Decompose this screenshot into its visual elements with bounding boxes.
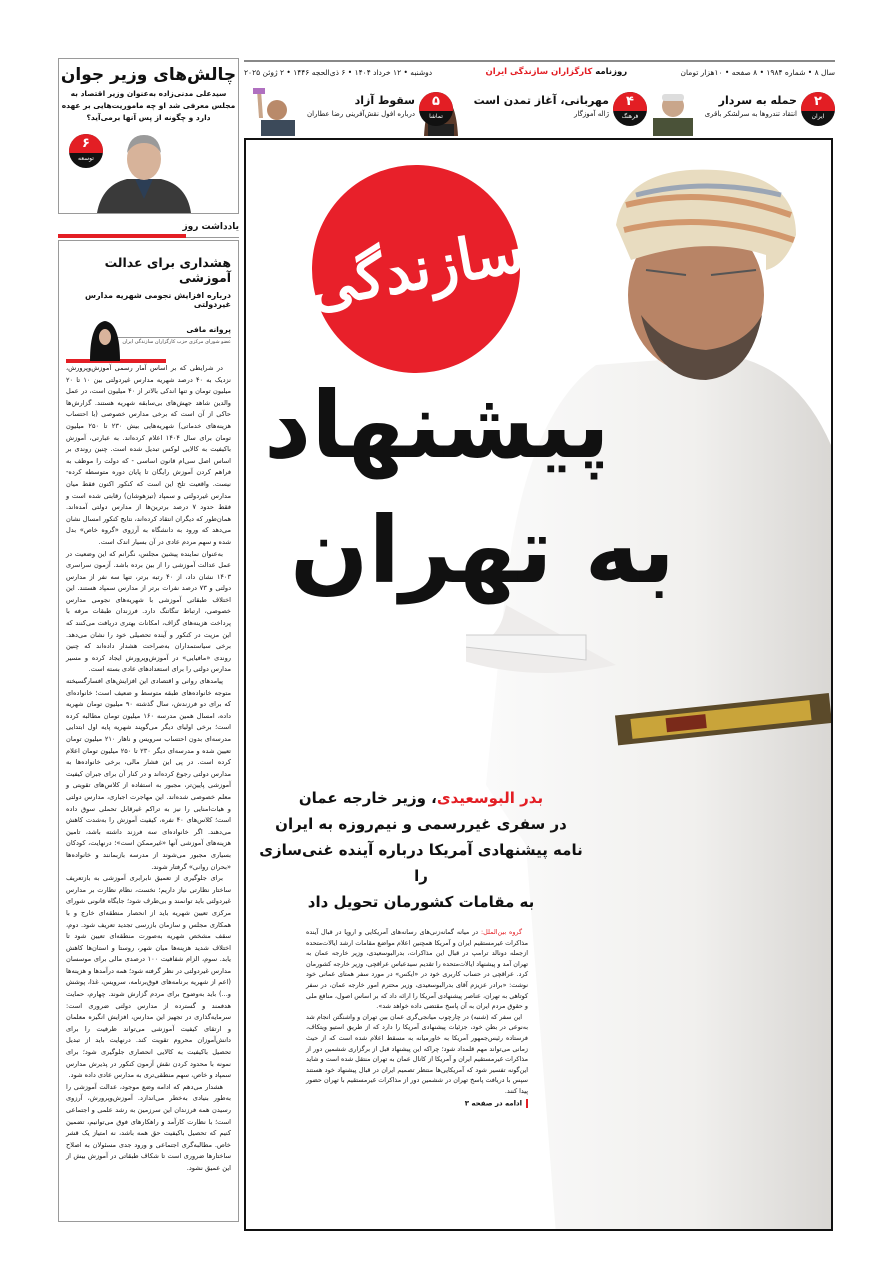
page-badge: ۵ تماشا bbox=[419, 92, 453, 126]
editorial-paragraph: در شرایطی که بر اساس آمار رسمی آموزش‌وپرورش، نزدیک به ۴۰ درصد شهریه مدارس غیردولتی بین ۱۰ تا ۲۰ میلیون تومان و تنها اندکی بالاتر از ۴۰ میلیون است، در عمل والدین شاهد جهش‌های بی‌سابقه شهریه هستند. گزارش‌ها حاکی از آن است که برخی مدارس خصوصی (با احتساب هزینه‌های خدماتی) شهریه‌هایی بیش ۲۳۰ تا ۲۵۰ میلیون تومان برای سال ۱۴۰۴ اعلام کرده‌اند. به عبارتی، آموزش باکیفیت به کالایی لوکس تبدیل شده است. چنین روندی بر اساس اصل سی‌ام قانون اساسی - که دولت را موظف به فراهم کردن آموزش رایگان تا پایان دوره متوسطه کرده- نیست. واقعیت تلخ این است که کنکور اکنون فقط میان مدارس غیردولتی و سمپاد (تیزهوشان) رقابتی شده است و فقط حدود ۷ درصد برترین‌ها از مدارس دولتی آمده‌اند. همان‌طور که دیگران انتقاد کرده‌اند، نتایج کنکور امسال نشان می‌دهد که ورود به دانشگاه به آرزوی «گروه خاص» بدل شده و سهم مردم عادی در آن بسیار اندک است. bbox=[66, 364, 231, 546]
minister-photo bbox=[97, 127, 191, 213]
author-name: پروانه مافی bbox=[186, 325, 231, 334]
headline-line-2: به تهران bbox=[290, 497, 675, 604]
lead-subheadline: بدر البوسعیدی، وزیر خارجه عمان در سفری غیررسمی و نیم‌روزه به ایران نامه پیشنهادی آمریکا درباره آینده غنی‌سازی را به مقامات کشورمان تحویل داد bbox=[259, 789, 583, 911]
issue-date: دوشنبه • ۱۲ خرداد ۱۴۰۴ • ۶ ذی‌الحجه ۱۴۴۶ • ۲ ژوئن ۲۰۲۵ bbox=[244, 67, 433, 77]
teaser-showcase[interactable] bbox=[249, 88, 453, 138]
page-badge: ۴ فرهنگ bbox=[613, 92, 647, 126]
article-paragraph: گروه بین‌الملل: در میانه گمانه‌زنی‌های رسانه‌های آمریکایی و اروپا در قبال آینده مذاکرات غیرمستقیم ایران و آمریکا همچنین اعلام مواضع مقامات ارشد ایالات‌متحده ازجمله دونالد ترامپ در قبال این مذاکرات، بدرالبوسعیدی، وزیر خارجه عمان به تهران آمد و پیشنهاد ایالات‌متحده را تقدیم سیدعباس عراقچی، وزیر خارجه کشورمان کرد. عراقچی در حساب کاربری خود در «ایکس» در مورد سفر همتای عمانی خود نوشت: «برادر عزیزم آقای بدرالبوسعیدی، وزیر محترم امور خارجه عمان، در سفر کوتاهی به تهران، عناصر پیشنهادی آمریکا را ارائه داد که بر اساس اصول، منافع ملی و حقوق مردم ایران به آن پاسخ مقتضی داده خواهد شد». bbox=[306, 928, 528, 1011]
editorial-paragraph: برای جلوگیری از تعمیق نابرابری آموزشی به بازتعریف ساختار نظارتی نیاز داریم؛ نخست، نظام نظارت بر مدارس غیردولتی باید توانمند و بی‌طرف شود؛ جایگاه قانونی شورای مرکزی تعیین شهریه باید از انحصار منطقه‌ای خارج و با همکاری مجلس و سازمان بازرسی تجدید تعریف شود. دوم، سقف مشخص شهریه به‌صورت منطقه‌ای تعیین شود تا اختلاف شدید هزینه‌ها میان شهر، روستا و استان‌ها کاهش یابد. سوم، الزام شفافیت ۱۰۰ درصدی مالی برای موسسان مدارس غیردولتی در نظر گرفته شود؛ همه درآمدها و هزینه‌ها (اعم از شهریه برنامه‌های فوق‌برنامه، سرویس، غذا، پوشش و...) باید به‌وضوح برای مردم گزارش شوند. چهارم، حمایت هدفمند و گسترده از مدارس دولتی ضروری است: سرمایه‌گذاری در تجهیز این مدارس، افزایش انگیزه معلمان و ارتقای کیفیت آموزشی می‌تواند ظرفیت را برای دانش‌آموزان محروم تقویت کند. درنهایت باید از تبدیل تحصیل باکیفیت به کالایی انحصاری جلوگیری شود؛ برای نمونه با محدود کردن نقش آزمون کنکور در پذیرش مدارس سمپاد و خاص، سهم منطقی‌تری به مدارس عادی داده شود. bbox=[66, 874, 231, 1080]
teaser-title: سقوط آزاد bbox=[354, 94, 415, 107]
teaser-photo bbox=[647, 88, 697, 136]
masthead-info-row bbox=[244, 65, 835, 79]
teaser-subtitle: انتقاد تندروها به سرلشکر باقری bbox=[704, 110, 797, 118]
editorial-subtitle: درباره افزایش نجومی شهریه مدارس غیردولتی bbox=[85, 291, 231, 309]
sidebar-story-box[interactable] bbox=[58, 58, 239, 214]
editorial-box bbox=[58, 240, 239, 1222]
teaser-iran[interactable] bbox=[647, 88, 835, 138]
teaser-photo bbox=[249, 88, 299, 136]
issue-info: سال ۸ • شماره ۱۹۸۴ • ۸ صفحه • ۱۰هزار تومان bbox=[680, 67, 835, 77]
editorial-label: یادداشت روز bbox=[182, 222, 239, 232]
sazandegi-logo: سازندگی bbox=[296, 149, 537, 390]
headline-line-1: پیشنهاد bbox=[264, 372, 610, 479]
lead-story bbox=[244, 138, 833, 1231]
editorial-paragraph: هشدار می‌دهم که ادامه وضع موجود، عدالت آموزشی را به‌طور بنیادی به‌خطر می‌اندازد. آموزش‌وپرورش، آرزوی رسیدن همه فرزندان این سرزمین به رشد علمی و اجتماعی است؛ با نظارت کارآمد و راهکارهای فوق می‌توانیم، تضمین کنیم که تحصیل باکیفیت حق همه باشد، نه امتیاز یک قشر خاص. مطالبه‌گری اجتماعی و ورود جدی مسئولان به اصلاح ساختارها ضروری است تا شکاف طبقاتی در آموزش بیش از این عمیق نشود. bbox=[66, 1082, 231, 1172]
editorial-paragraph: پیامدهای روانی و اقتصادی این افزایش‌های افسارگسیخته متوجه خانواده‌های طبقه متوسط و ضعیف است؛ خانواده‌ای که برای دو فرزندش، سال گذشته ۹۰ میلیون تومان شهریه داده، امسال همین مدرسه ۱۶۰ میلیون تومان مطالبه کرده است؛ برخی اولیای دیگر می‌گویند شهریه پایه اول ابتدایی مدرسه‌ای بدون احتساب سرویس و ناهار ۲۱۰ میلیون تومان تعیین شده و مدرسه‌ای دیگر ۲۳۰ تا ۲۵۰ میلیون تومان اعلام کرده است. در پی این فشار مالی، برخی خانواده‌ها به مدارس دولتی رجوع کرده‌اند و در کنار آن برای جبران کیفیت آموزشی پایین‌تر، مجبور به استفاده از کلاس‌های تقویتی و معلم خصوصی شده‌اند. این مهاجرت اجباری، مدارس دولتی و هیات‌امنایی را نیز به تراکم غیرقابل تحملی سوق داده است؛ کلاس‌های ۴۰ نفره، کیفیت آموزش را به‌شدت کاهش می‌دهند. اگر خانواده‌ای سه فرزند داشته باشد، تامین هزینه‌های آموزشی آنها «غیرممکن است»؛ درنهایت، کودکان بسیاری مجبور می‌شوند از مدرسه بازبمانند و خانواده‌ها «بحران روانی» گرفتار شوند. bbox=[66, 677, 232, 871]
author-photo bbox=[88, 317, 122, 361]
paper-name: روزنامه کارگزاران سازندگی ایران bbox=[485, 67, 628, 77]
page-badge: ۶ توسعه bbox=[69, 134, 103, 168]
masthead-rule bbox=[244, 60, 835, 62]
sidebar-story-lede: سیدعلی مدنی‌زاده به‌عنوان وزیر اقتصاد به مجلس معرفی شد او چه ماموریت‌هایی بر عهده دارد و چگونه از پس آنها برمی‌آید؟ bbox=[61, 89, 236, 122]
teaser-title: حمله به سردار bbox=[718, 94, 797, 107]
article-paragraph: این سفر که (شنبه) در چارچوب میانجی‌گری عمان بین تهران و واشنگتن انجام شد به‌نوعی در بطن خود، جزئیات پیشنهادی آمریکا را دارد که از طریق استیو ویتکاف، فرستاده رئیس‌جمهور آمریکا به خاورمیانه به مسقط اعلام شده است که از حیث زمانی می‌تواند مهم قلمداد شود؛ چراکه این پیشنهاد قبل از برگزاری ششمین دور از مذاکرات غیرمستقیم ایران و آمریکا از کانال عمان به تهران منتقل شده است و شاید این‌گونه تفسیر شود که آمریکایی‌ها منتظر تصمیم ایران در قبال پیشنهاد خود هستند سپس با دریافت پاسخ تهران در ششمین دور از مذاکرات غیرمستقیم با تهران حضور پیدا کنند. bbox=[306, 1012, 528, 1095]
author-byline bbox=[66, 319, 231, 363]
teaser-title: مهربانی، آغاز تمدن است bbox=[473, 94, 609, 107]
sidebar-story-title: چالش‌های وزیر جوان bbox=[60, 65, 237, 85]
teaser-subtitle: ژاله آموزگار bbox=[574, 110, 609, 118]
editorial-paragraph: به‌عنوان نماینده پیشین مجلس، نگرانم که این وضعیت در عمل عدالت آموزشی را از بین برده باشد. آزمون سراسری ۱۴۰۳ نشان داد، از ۴۰ رتبه برتر، تنها سه نفر از مدارس دولتی و ۷۳ درصد نفرات برتر از مدارس سمپاد هستند. این اختلاف طبقاتی آموزشی با شهریه‌های نجومی مدارس خصوصی، ارتباط تنگاتنگ دارد. فرزندان طبقات مرفه با پرداخت هزینه‌های گزاف، امکانات بهتری دریافت می‌کنند که این مزیت در کنکور و آینده تحصیلی خود را نشان می‌دهد. برخی سیاستمداران به‌صراحت هشدار داده‌اند که چنین روندی «مافیایی» در آموزش‌وپرورش ایجاد کرده و مسیر مدارس دولتی را برای استعدادهای عادی بسته است. bbox=[66, 549, 232, 674]
editorial-title: هشداری برای عدالت آموزشی bbox=[104, 255, 231, 285]
lead-article bbox=[306, 927, 528, 1108]
teaser-subtitle: درباره افول نقش‌آفرینی رضا عطاران bbox=[307, 110, 415, 118]
page-badge: ۲ ایران bbox=[801, 92, 835, 126]
continued-link[interactable]: ادامه در صفحه ۳ bbox=[306, 1099, 528, 1108]
author-role: عضو شورای مرکزی حزب کارگزاران سازندگی ایران bbox=[122, 339, 231, 345]
accent-bar bbox=[58, 234, 186, 238]
